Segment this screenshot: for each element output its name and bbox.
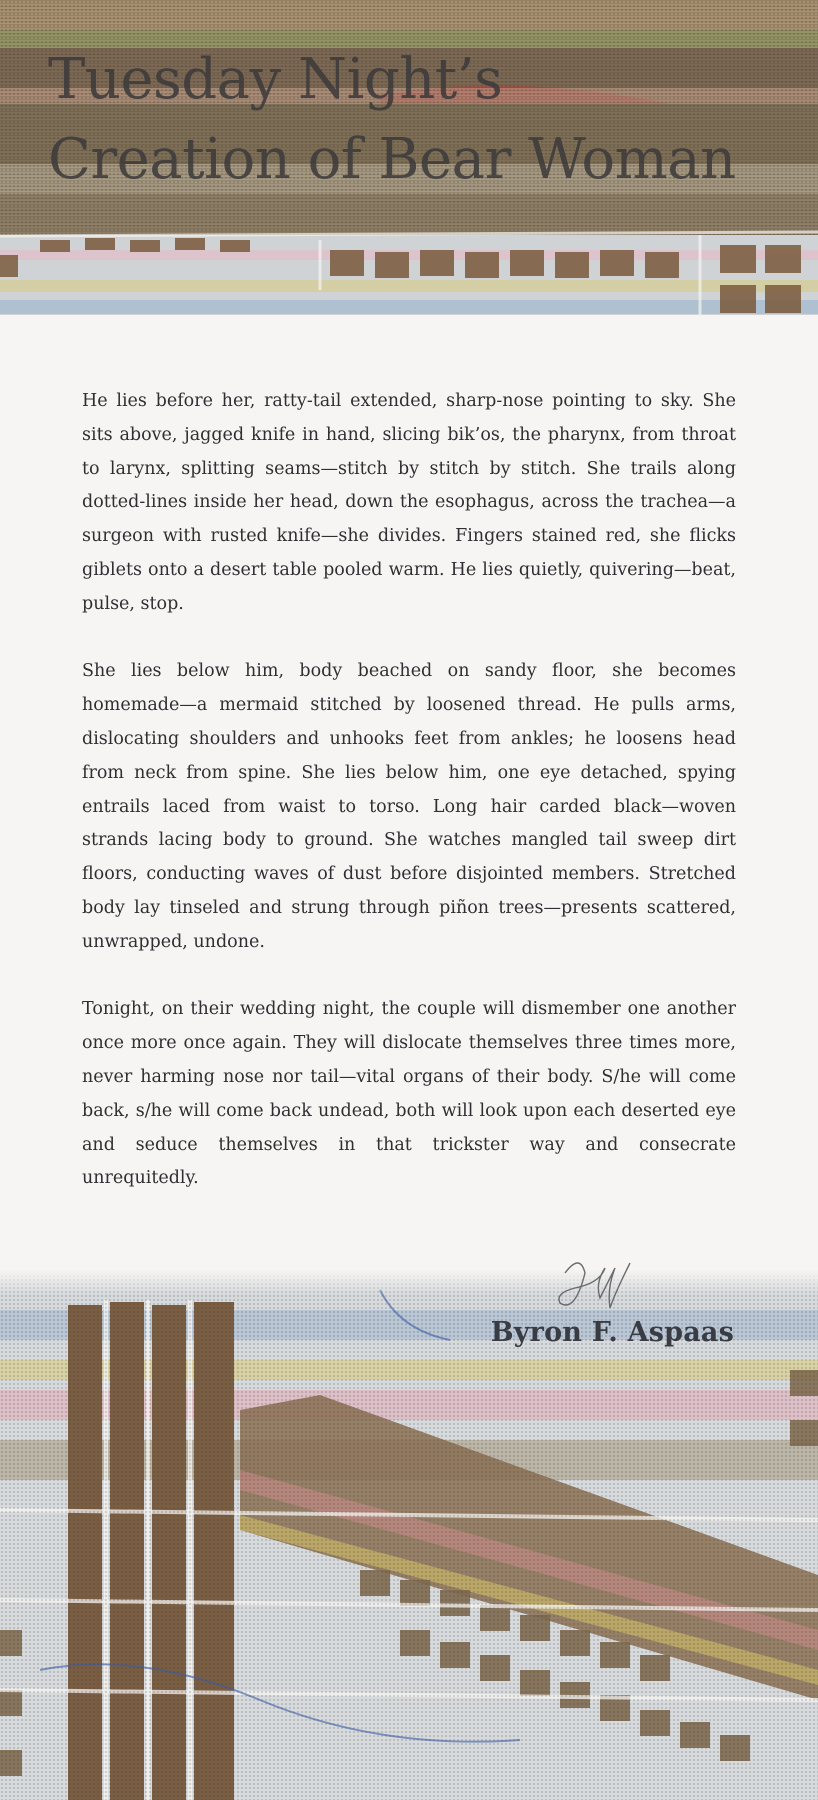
title-line-1: Tuesday Night’s xyxy=(48,47,503,112)
stanza-2: She lies below him, body beached on sandy floor, she becomes homemade—a mermaid stitched by loosened thread. He pulls arms, dislocating shoulders and unhooks feet from ankles; he loosens head from neck from spine. She lies below him, one eye detached, spying entrails laced from waist to torso. Long hair carded black—woven strands lacing body to ground. She watches mangled tail sweep dirt floors, conducting waves of dust before disjointed members. Stretched body lay tinseled and strung through piñon trees—presents scattered, unwrapped, undone. xyxy=(82,661,736,952)
bottom-artwork xyxy=(0,1270,818,1800)
stanza-1: He lies before her, ratty-tail extended, sharp-nose pointing to sky. She sits above, jagged knife in hand, slicing bik’os, the pharynx, from throat to larynx, splitting seams—stitch by stitch by stitch. She trails along dotted-lines inside her head, down the esophagus, across the trachea—a surgeon with rusted knife—she divides. Fingers stained red, she flicks giblets onto a desert table pooled warm. He lies quietly, quivering—beat, pulse, stop. xyxy=(82,391,736,614)
poem-body xyxy=(82,385,736,1230)
author-name: Byron F. Aspaas xyxy=(490,1317,734,1348)
stanza-3: Tonight, on their wedding night, the couple will dismember one another once more once again. They will dislocate themselves three times more, never harming nose nor tail—vital organs of their body. S/he will come back, s/he will come back undead, both will look upon each deserted eye and seduce themselves in that trickster way and consecrate unrequitedly. xyxy=(82,999,736,1189)
title xyxy=(48,40,788,200)
title-line-2: Creation of Bear Woman xyxy=(48,127,736,192)
signature xyxy=(545,1253,635,1323)
